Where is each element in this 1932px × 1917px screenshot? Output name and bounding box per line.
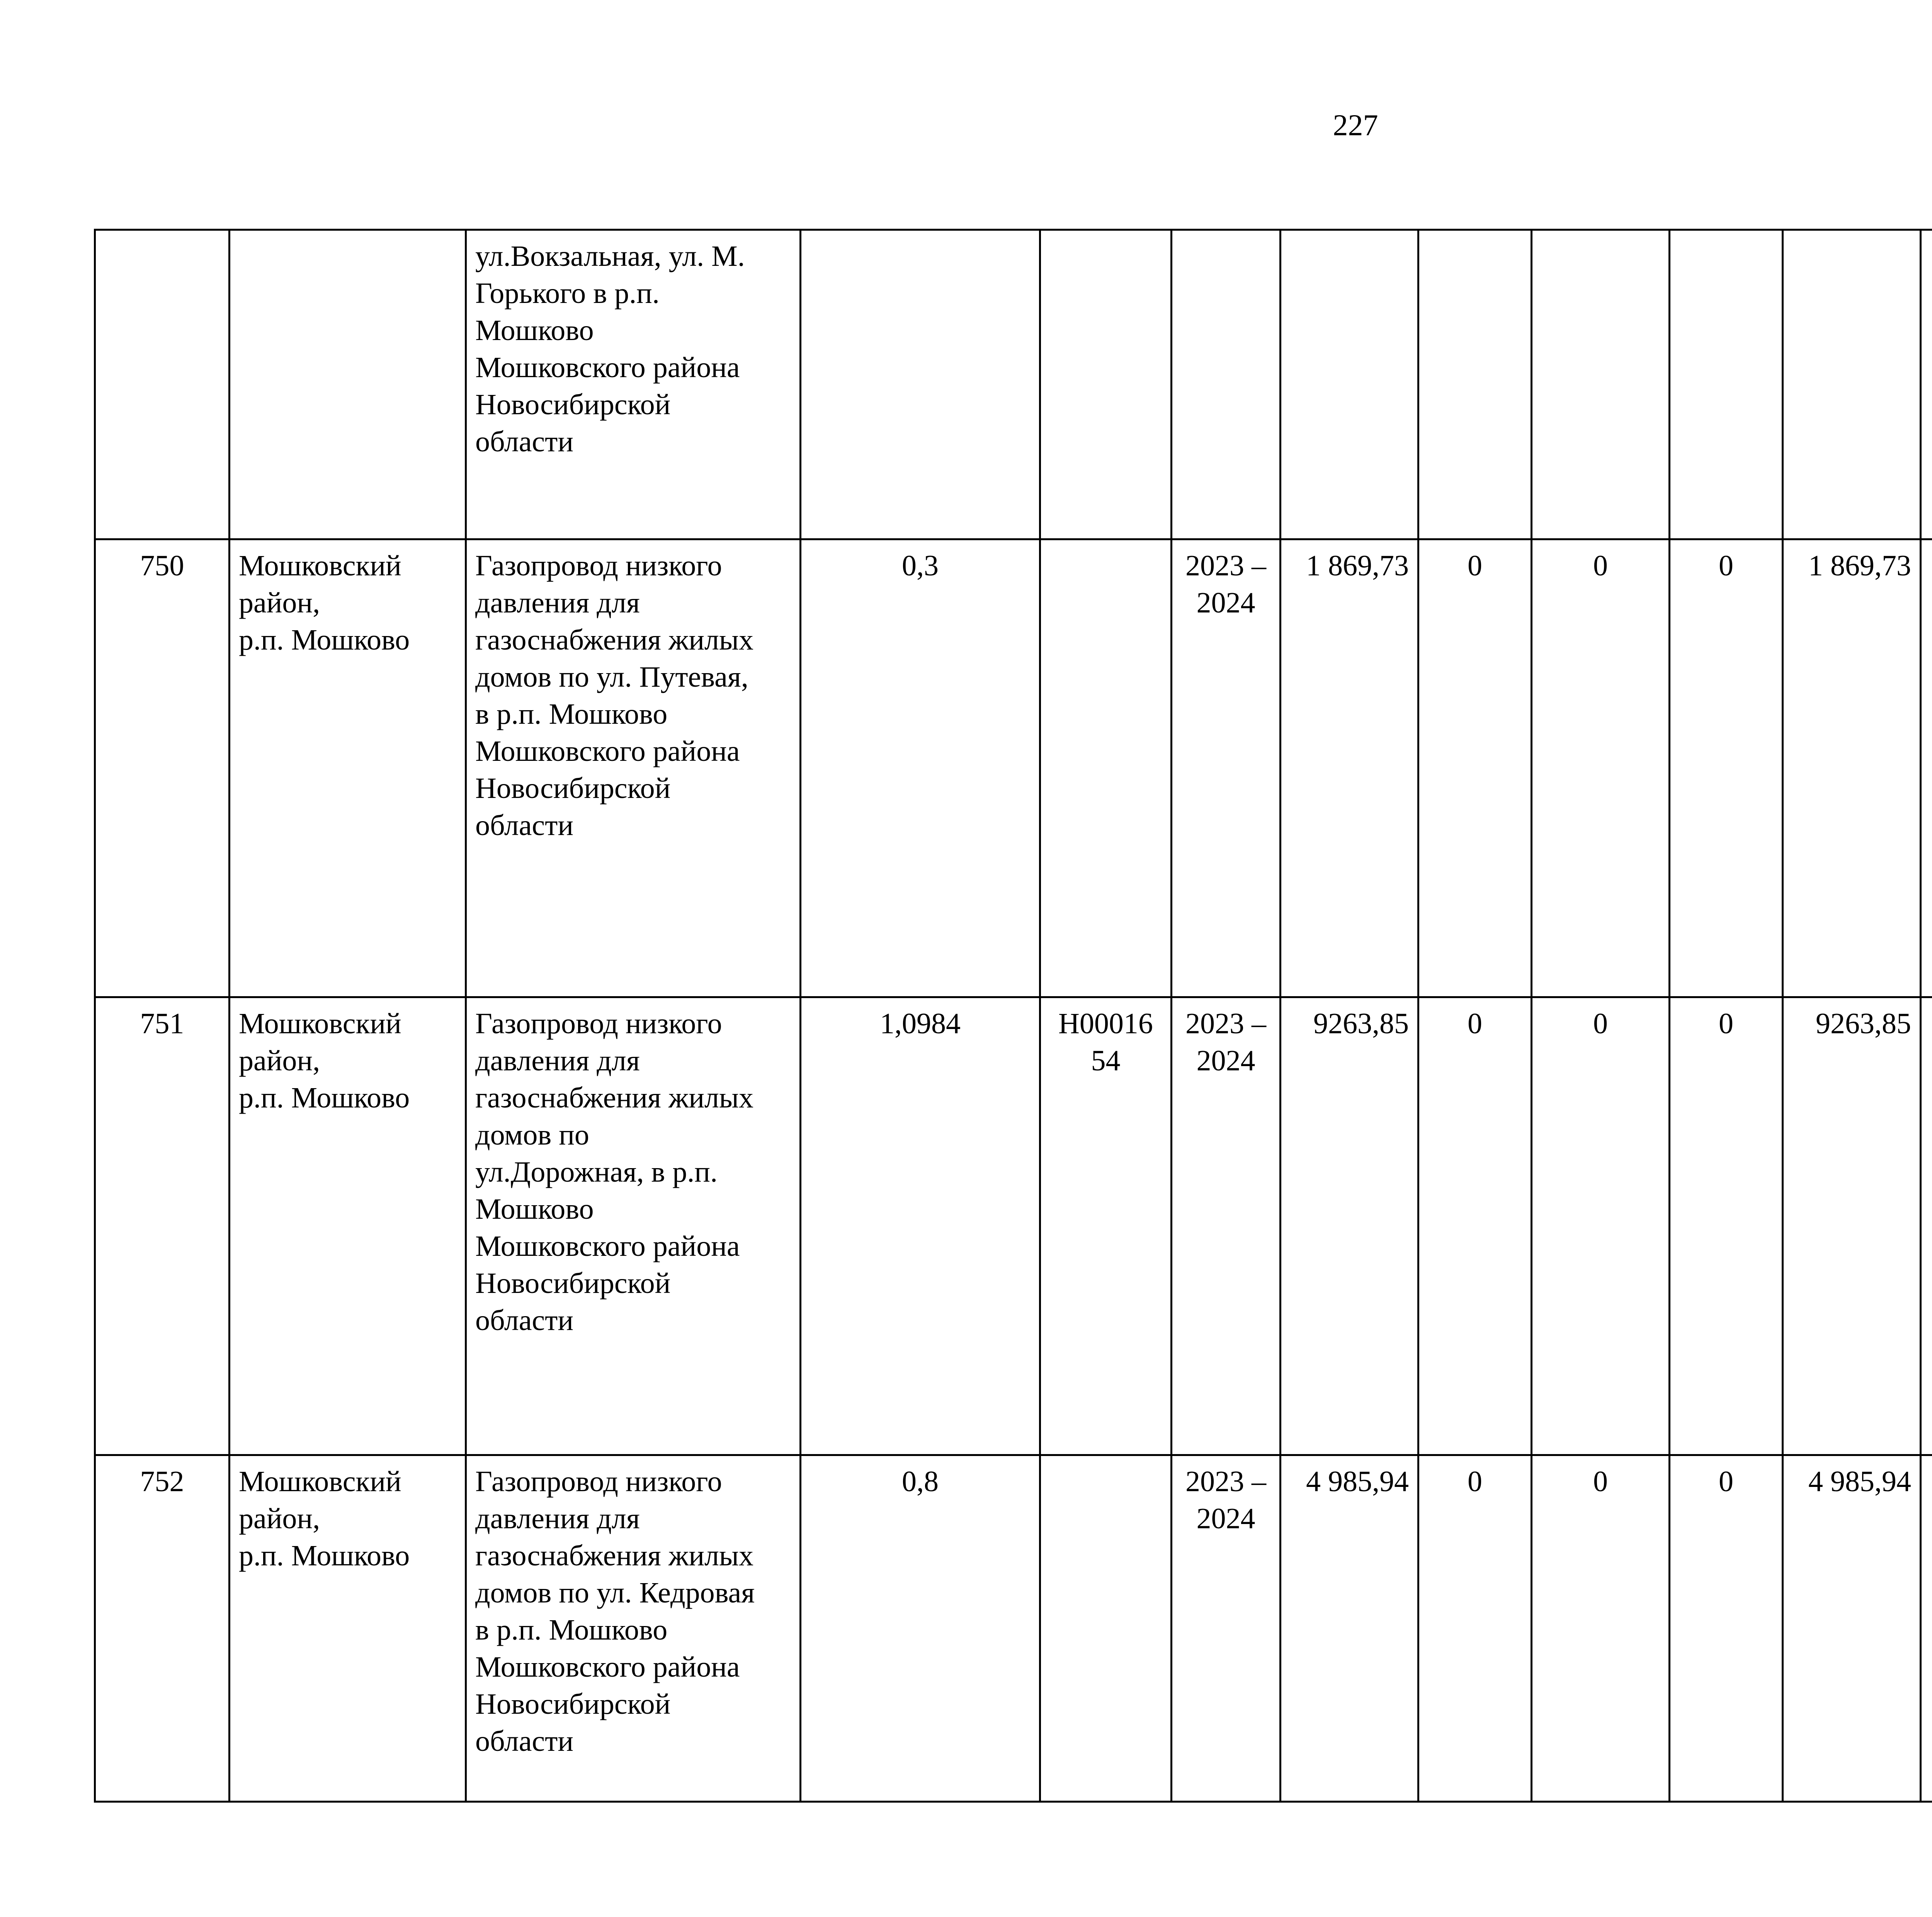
data-table [94,229,1932,1803]
cell-fund-3: 0 [1670,997,1783,1455]
cell-number: 752 [95,1455,230,1802]
cell-total [1281,230,1418,539]
cell-fund-4: 1 869,73 [1783,539,1921,997]
cell-object-name: Газопровод низкого давления для газоснабжения жилых домов по ул.Дорожная, в р.п. Мошково Мошковского района Новосибирской области [466,997,801,1455]
cell-fund-3: 0 [1670,539,1783,997]
cell-district: Мошковский район, р.п. Мошково [230,997,466,1455]
cell-fund-2: 0 [1532,539,1670,997]
cell-total: 9263,85 [1281,997,1418,1455]
cell-number [95,230,230,539]
cell-years: 2023 – 2024 [1172,539,1281,997]
cell-organization [1921,1455,1932,1802]
table-row [95,539,1932,997]
cell-length: 0,3 [801,539,1040,997]
cell-code [1040,230,1172,539]
table-row [95,1455,1932,1802]
cell-object-name: ул.Вокзальная, ул. М. Горького в р.п. Мошково Мошковского района Новосибирской области [466,230,801,539]
cell-fund-1: 0 [1418,539,1532,997]
cell-fund-1 [1418,230,1532,539]
cell-number: 750 [95,539,230,997]
cell-years [1172,230,1281,539]
cell-fund-4: 4 985,94 [1783,1455,1921,1802]
cell-fund-2: 0 [1532,1455,1670,1802]
cell-object-name: Газопровод низкого давления для газоснабжения жилых домов по ул. Путевая, в р.п. Мошково Мошковского района Новосибирской области [466,539,801,997]
cell-organization [1921,230,1932,539]
cell-fund-2: 0 [1532,997,1670,1455]
cell-district: Мошковский район, р.п. Мошково [230,1455,466,1802]
cell-organization [1921,997,1932,1455]
cell-code [1040,539,1172,997]
cell-organization [1921,539,1932,997]
cell-fund-1: 0 [1418,1455,1532,1802]
cell-fund-4: 9263,85 [1783,997,1921,1455]
cell-object-name: Газопровод низкого давления для газоснабжения жилых домов по ул. Кедровая в р.п. Мошково Мошковского района Новосибирской области [466,1455,801,1802]
cell-length: 1,0984 [801,997,1040,1455]
table-row [95,230,1932,539]
cell-fund-4 [1783,230,1921,539]
page-number: 227 [1333,108,1378,142]
cell-district [230,230,466,539]
cell-total: 1 869,73 [1281,539,1418,997]
cell-length [801,230,1040,539]
cell-length: 0,8 [801,1455,1040,1802]
cell-number: 751 [95,997,230,1455]
cell-fund-3 [1670,230,1783,539]
cell-total: 4 985,94 [1281,1455,1418,1802]
cell-fund-1: 0 [1418,997,1532,1455]
cell-fund-3: 0 [1670,1455,1783,1802]
cell-years: 2023 – 2024 [1172,997,1281,1455]
table-row [95,997,1932,1455]
cell-code: Н00016 54 [1040,997,1172,1455]
cell-fund-2 [1532,230,1670,539]
cell-years: 2023 – 2024 [1172,1455,1281,1802]
cell-code [1040,1455,1172,1802]
cell-district: Мошковский район, р.п. Мошково [230,539,466,997]
